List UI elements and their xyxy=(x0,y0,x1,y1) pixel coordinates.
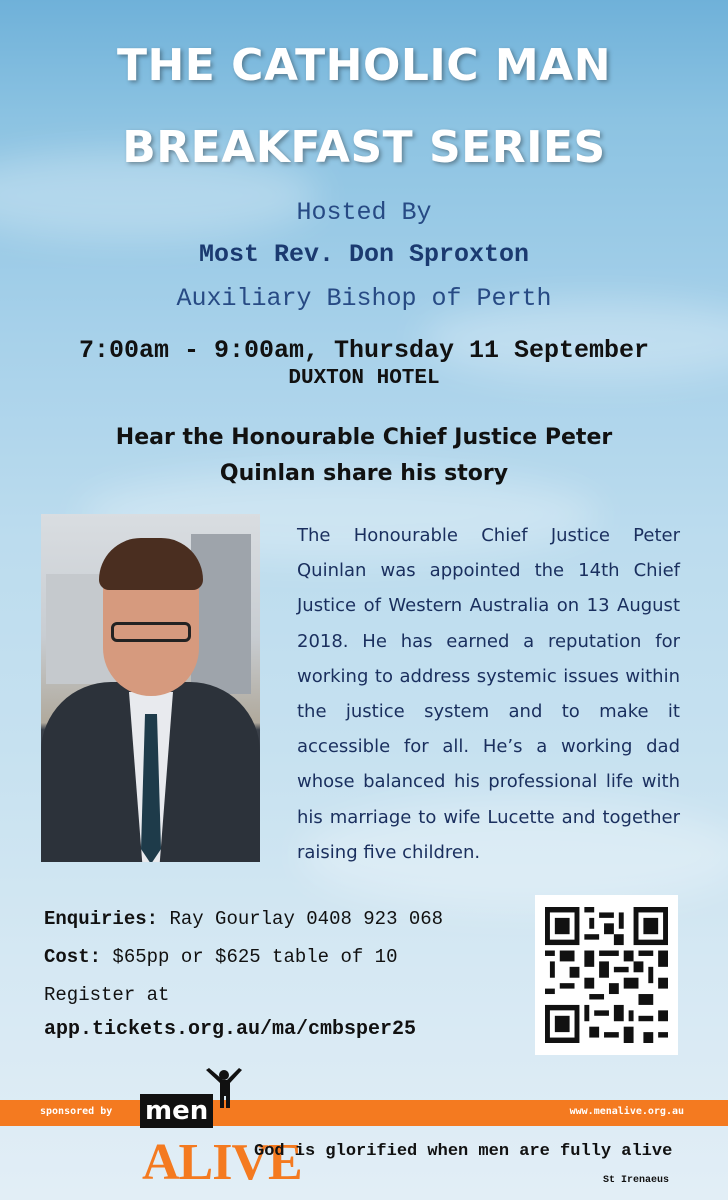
tagline-attribution: St Irenaeus xyxy=(603,1175,670,1186)
event-datetime: 7:00am - 9:00am, Thursday 11 September xyxy=(78,336,650,365)
sponsor-website-link[interactable]: www.menalive.org.au xyxy=(569,1106,684,1117)
enquiries-label: Enquiries: xyxy=(44,908,159,930)
register-link[interactable]: app.tickets.org.au/ma/cmbsper25 xyxy=(44,1018,417,1041)
hosted-by-label: Hosted By xyxy=(296,198,432,227)
enquiries-line xyxy=(44,908,443,930)
speaker-bio: The Honourable Chief Justice Peter Quinlan was appointed the 14th Chief Justice of Western Australia on 13 August 2018. He has earned a reputation for working to address systemic issues within the justice system and to make it accessible for all. He’s a working dad whose balanced his professional life with his marriage to wife Lucette and together raising five children. xyxy=(297,525,680,863)
tagline: God is glorified when men are fully alive xyxy=(254,1142,673,1161)
event-venue: DUXTON HOTEL xyxy=(288,367,440,390)
qr-code-pattern xyxy=(545,907,668,1043)
men-alive-logo xyxy=(140,1068,302,1196)
host-role: Auxiliary Bishop of Perth xyxy=(176,284,552,313)
cost-line xyxy=(44,946,397,968)
logo-men-text: men xyxy=(140,1094,213,1128)
speaker-headline-line-1: Hear the Honourable Chief Justice Peter xyxy=(115,425,613,450)
hair xyxy=(99,538,203,590)
logo-alive-text: ALIVE xyxy=(142,1134,302,1191)
host-name: Most Rev. Don Sproxton xyxy=(198,240,530,269)
sponsored-by-label: sponsored by xyxy=(40,1106,113,1117)
cost-value: $65pp or $625 table of 10 xyxy=(112,946,398,968)
background-building xyxy=(191,534,251,694)
sponsor-banner xyxy=(0,1100,728,1126)
enquiries-contact: Ray Gourlay 0408 923 068 xyxy=(169,908,444,930)
register-label: Register at xyxy=(44,984,170,1006)
speaker-headline-line-2: Quinlan share his story xyxy=(219,461,509,486)
qr-code[interactable] xyxy=(535,895,678,1055)
glasses xyxy=(111,622,191,642)
cost-label: Cost: xyxy=(44,946,102,968)
poster-title-line-2: BREAKFAST SERIES xyxy=(122,122,606,173)
speaker-photo xyxy=(41,514,260,862)
poster-title-line-1: THE CATHOLIC MAN xyxy=(116,40,612,91)
